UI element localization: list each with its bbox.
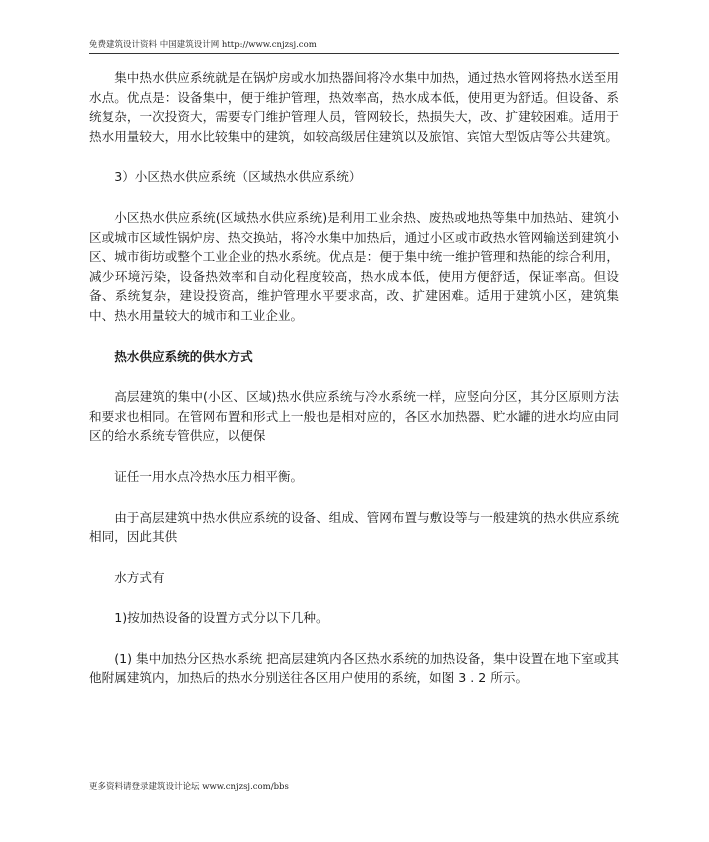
header-divider bbox=[89, 53, 619, 54]
list-item-centralized-zoned-system: (1) 集中加热分区热水系统 把高层建筑内各区热水系统的加热设备，集中设置在地下室或其他附属建筑内，加热后的热水分别送往各区用户使用的系统，如图 3 . 2 所示。 bbox=[89, 650, 619, 686]
page-footer: 更多资料请登录建筑设计论坛 www.cnjzsj.com/bbs bbox=[89, 782, 289, 792]
paragraph-central-hot-water: 集中热水供应系统就是在锅炉房或水加热器间将冷水集中加热，通过热水管网将热水送至用水点。优点是：设备集中，便于维护管理，热效率高，热水成本低，使用更为舒适。但设备、系统复杂，一次投资大，需要专门维护管理人员，管网较长，热损失大，改、扩建较困难。适用于热水用量较大，用水比较集中的建筑，如较高级居住建筑以及旅馆、宾馆大型饭店等公共建筑。 bbox=[89, 70, 619, 144]
paragraph-system-equivalence: 由于高层建筑中热水供应系统的设备、组成、管网布置与敷设等与一般建筑的热水供应系统相同，因此其供 bbox=[89, 509, 619, 545]
paragraph-pressure-balance: 证任一用水点冷热水压力相平衡。 bbox=[114, 468, 304, 484]
document-body bbox=[89, 68, 619, 688]
paragraph-supply-methods-lead: 水方式有 bbox=[114, 569, 165, 585]
paragraph-highrise-zoning: 高层建筑的集中(小区、区域)热水供应系统与冷水系统一样，应竖向分区，其分区原则方法和要求也相同。在管网布置和形式上一般也是相对应的，各区水加热器、贮水罐的进水均应由同区的给水系统专管供应，以便保 bbox=[89, 389, 619, 444]
heading-supply-methods: 热水供应系统的供水方式 bbox=[114, 348, 253, 364]
list-item-heating-equipment: 1)按加热设备的设置方式分以下几种。 bbox=[114, 610, 329, 626]
page-header: 免费建筑设计资料 中国建筑设计网 http://www.cnjzsj.com bbox=[89, 40, 317, 50]
section-title-district-system: 3）小区热水供应系统（区域热水供应系统） bbox=[114, 169, 362, 185]
paragraph-district-hot-water: 小区热水供应系统(区域热水供应系统)是利用工业余热、废热或地热等集中加热站、建筑小区或城市区域性锅炉房、热交换站，将冷水集中加热后，通过小区或市政热水管网输送到建筑小区、城市街坊或整个工业企业的热水系统。优点是：便于集中统一维护管理和热能的综合利用，减少环境污染，设备热效率和自动化程度较高，热水成本低，使用方便舒适，保证率高。但设备、系统复杂，建设投资高，维护管理水平要求高，改、扩建困难。适用于建筑小区，建筑集中、热水用量较大的城市和工业企业。 bbox=[89, 209, 619, 323]
